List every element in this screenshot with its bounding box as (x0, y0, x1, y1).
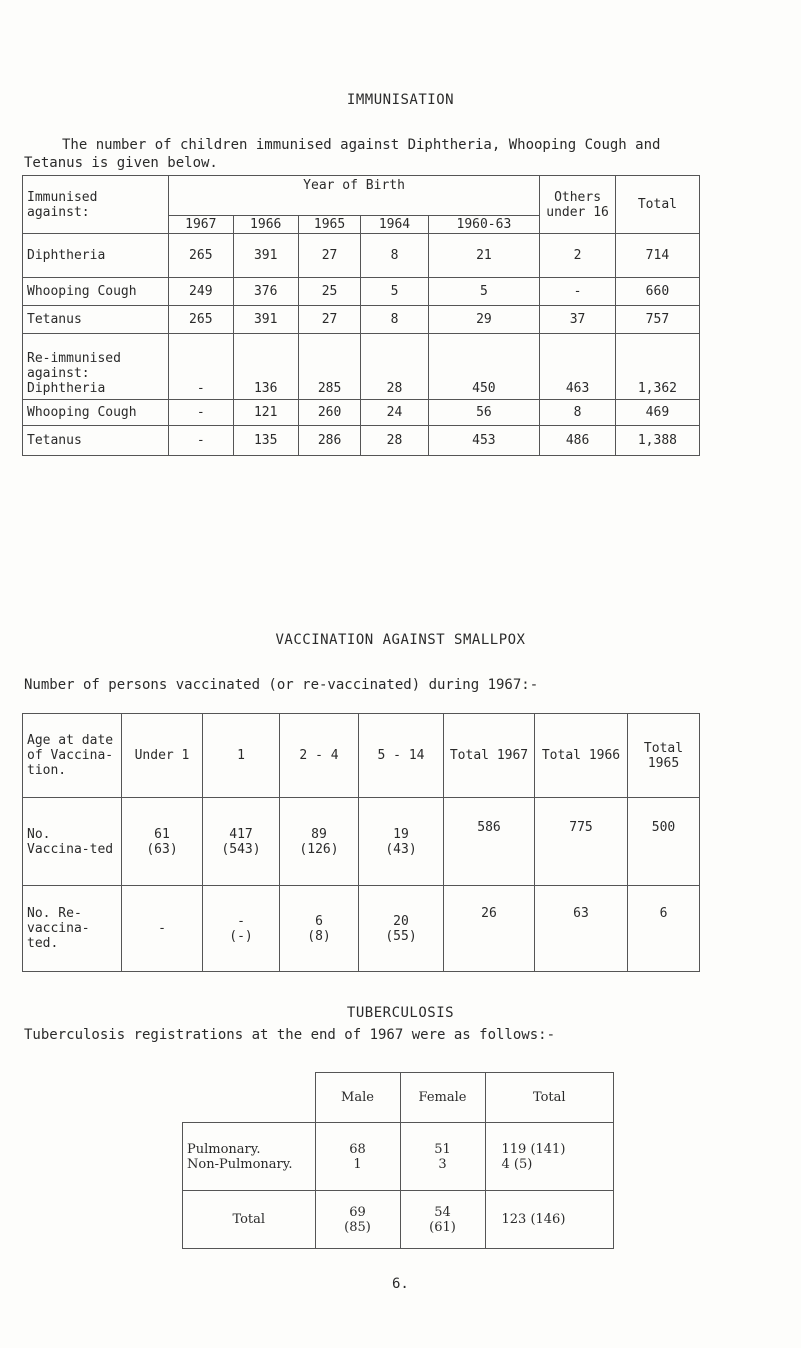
row-label-pulmonary: Pulmonary. (187, 1141, 261, 1157)
cell-value: - (237, 913, 245, 929)
col-year: 1965 (298, 216, 361, 234)
table-row (23, 798, 700, 886)
row-labels (183, 1123, 316, 1191)
cell (400, 1123, 485, 1191)
cell (359, 798, 444, 886)
smallpox-table (22, 713, 700, 972)
cell: 260 (298, 400, 361, 426)
cell: 660 (615, 278, 699, 306)
cell-value: 69 (349, 1204, 366, 1220)
cell: 486 (540, 426, 616, 456)
row-label: Tetanus (23, 306, 169, 334)
cell-prev: (43) (385, 841, 417, 857)
row-label: Whooping Cough (23, 400, 169, 426)
cell: 121 (233, 400, 298, 426)
cell-prev: (55) (385, 928, 417, 944)
col-year: 1966 (233, 216, 298, 234)
cell-value: 61 (154, 826, 170, 842)
cell: 28 (361, 426, 428, 456)
cell (122, 798, 203, 886)
col-male: Male (315, 1073, 400, 1123)
reimmunised-label-line2: against: (27, 366, 90, 381)
table-row (23, 400, 700, 426)
cell: 135 (233, 426, 298, 456)
cell: - (168, 400, 233, 426)
cell: 5 (428, 278, 540, 306)
cell: 249 (168, 278, 233, 306)
immunisation-heading: IMMUNISATION (346, 92, 455, 108)
table-row (183, 1191, 614, 1249)
cell: 453 (428, 426, 540, 456)
cell-value: 119 (141) (501, 1141, 566, 1157)
cell: 586 (444, 798, 535, 886)
table-row (23, 278, 700, 306)
reimmunised-label-line1: Re-immunised (27, 351, 121, 366)
cell (315, 1191, 400, 1249)
cell: 376 (233, 278, 298, 306)
col-header: Total 1967 (444, 714, 535, 798)
cell-prev: (61) (429, 1219, 456, 1235)
cell-prev: (85) (344, 1219, 371, 1235)
cell (485, 1123, 614, 1191)
row-label: Tetanus (23, 426, 169, 456)
row-label-reimmunised (23, 334, 169, 400)
col-header: Total 1965 (628, 714, 700, 798)
cell: - (168, 426, 233, 456)
col-age-at-vaccination: Age at date of Vaccina-tion. (23, 714, 122, 798)
cell: - (168, 334, 233, 400)
cell: 450 (428, 334, 540, 400)
cell: 1,388 (615, 426, 699, 456)
cell: 6 (628, 886, 700, 972)
cell: 29 (428, 306, 540, 334)
cell-value: 54 (434, 1204, 451, 1220)
col-total: Total (615, 176, 699, 234)
cell: 391 (233, 306, 298, 334)
cell-value: 6 (315, 913, 323, 929)
cell: 265 (168, 306, 233, 334)
cell (400, 1191, 485, 1249)
cell-prev: (8) (307, 928, 331, 944)
col-header: Total 1966 (535, 714, 628, 798)
cell: 5 (361, 278, 428, 306)
cell: 8 (361, 306, 428, 334)
reimmunised-label-line3: Diphtheria (27, 381, 106, 396)
tuberculosis-table (182, 1072, 614, 1249)
col-others-under-16: Others under 16 (540, 176, 616, 234)
cell: 56 (428, 400, 540, 426)
cell: - (540, 278, 616, 306)
cell-prev: (63) (146, 841, 178, 857)
cell: 463 (540, 334, 616, 400)
cell: 27 (298, 306, 361, 334)
table-row (23, 334, 700, 400)
table-row (23, 306, 700, 334)
col-header: 2 - 4 (280, 714, 359, 798)
smallpox-intro: Number of persons vaccinated (or re-vaccinated) during 1967:- (24, 677, 539, 693)
row-label: Whooping Cough (23, 278, 169, 306)
corner-cell (183, 1073, 316, 1123)
cell: 136 (233, 334, 298, 400)
cell: 8 (361, 234, 428, 278)
col-immunised-against: Immunised against: (23, 176, 169, 234)
table-row (23, 234, 700, 278)
cell-value: 19 (393, 826, 409, 842)
col-year: 1964 (361, 216, 428, 234)
table-row (23, 426, 700, 456)
col-year: 1967 (168, 216, 233, 234)
cell: 37 (540, 306, 616, 334)
row-label-non-pulmonary: Non-Pulmonary. (187, 1156, 293, 1172)
cell-value: 89 (311, 826, 327, 842)
cell-prev: (-) (229, 928, 253, 944)
cell-value: 417 (229, 826, 253, 842)
col-header: Under 1 (122, 714, 203, 798)
cell: 63 (535, 886, 628, 972)
row-label: No. Vaccina-ted (23, 798, 122, 886)
row-label: No. Re-vaccina-ted. (23, 886, 122, 972)
cell-prev: (126) (299, 841, 339, 857)
cell: 469 (615, 400, 699, 426)
cell: 265 (168, 234, 233, 278)
cell (203, 798, 280, 886)
cell-value: 51 (434, 1141, 451, 1157)
cell: 391 (233, 234, 298, 278)
col-year-of-birth: Year of Birth (168, 176, 539, 216)
cell: 757 (615, 306, 699, 334)
cell: 500 (628, 798, 700, 886)
tuberculosis-intro: Tuberculosis registrations at the end of 1967 were as follows:- (24, 1027, 556, 1043)
smallpox-heading: VACCINATION AGAINST SMALLPOX (275, 632, 526, 648)
cell: - (122, 886, 203, 972)
immunisation-intro-line2: Tetanus is given below. (24, 155, 218, 171)
page-number: 6. (392, 1276, 409, 1292)
tuberculosis-heading: TUBERCULOSIS (346, 1005, 455, 1021)
cell: 286 (298, 426, 361, 456)
immunisation-table (22, 175, 700, 456)
cell (359, 886, 444, 972)
cell: 714 (615, 234, 699, 278)
col-year: 1960-63 (428, 216, 540, 234)
cell-value: 68 (349, 1141, 366, 1157)
cell (315, 1123, 400, 1191)
row-label: Total (183, 1191, 316, 1249)
cell-value: 3 (438, 1156, 447, 1172)
col-total: Total (485, 1073, 614, 1123)
col-female: Female (400, 1073, 485, 1123)
col-header: 1 (203, 714, 280, 798)
cell: 1,362 (615, 334, 699, 400)
row-label: Diphtheria (23, 234, 169, 278)
cell: 26 (444, 886, 535, 972)
cell: 24 (361, 400, 428, 426)
col-header: 5 - 14 (359, 714, 444, 798)
cell: 28 (361, 334, 428, 400)
cell: 285 (298, 334, 361, 400)
immunisation-intro-line1: The number of children immunised against Diphtheria, Whooping Cough and (62, 137, 661, 153)
cell: 8 (540, 400, 616, 426)
cell-value: 1 (353, 1156, 362, 1172)
cell (203, 886, 280, 972)
cell-value: 4 (5) (501, 1156, 533, 1172)
cell: 2 (540, 234, 616, 278)
cell-value: 20 (393, 913, 409, 929)
cell: 27 (298, 234, 361, 278)
cell: 123 (146) (485, 1191, 614, 1249)
table-row (183, 1123, 614, 1191)
table-row (23, 886, 700, 972)
cell: 25 (298, 278, 361, 306)
cell: 775 (535, 798, 628, 886)
cell: 21 (428, 234, 540, 278)
cell (280, 886, 359, 972)
cell (280, 798, 359, 886)
cell-prev: (543) (221, 841, 261, 857)
